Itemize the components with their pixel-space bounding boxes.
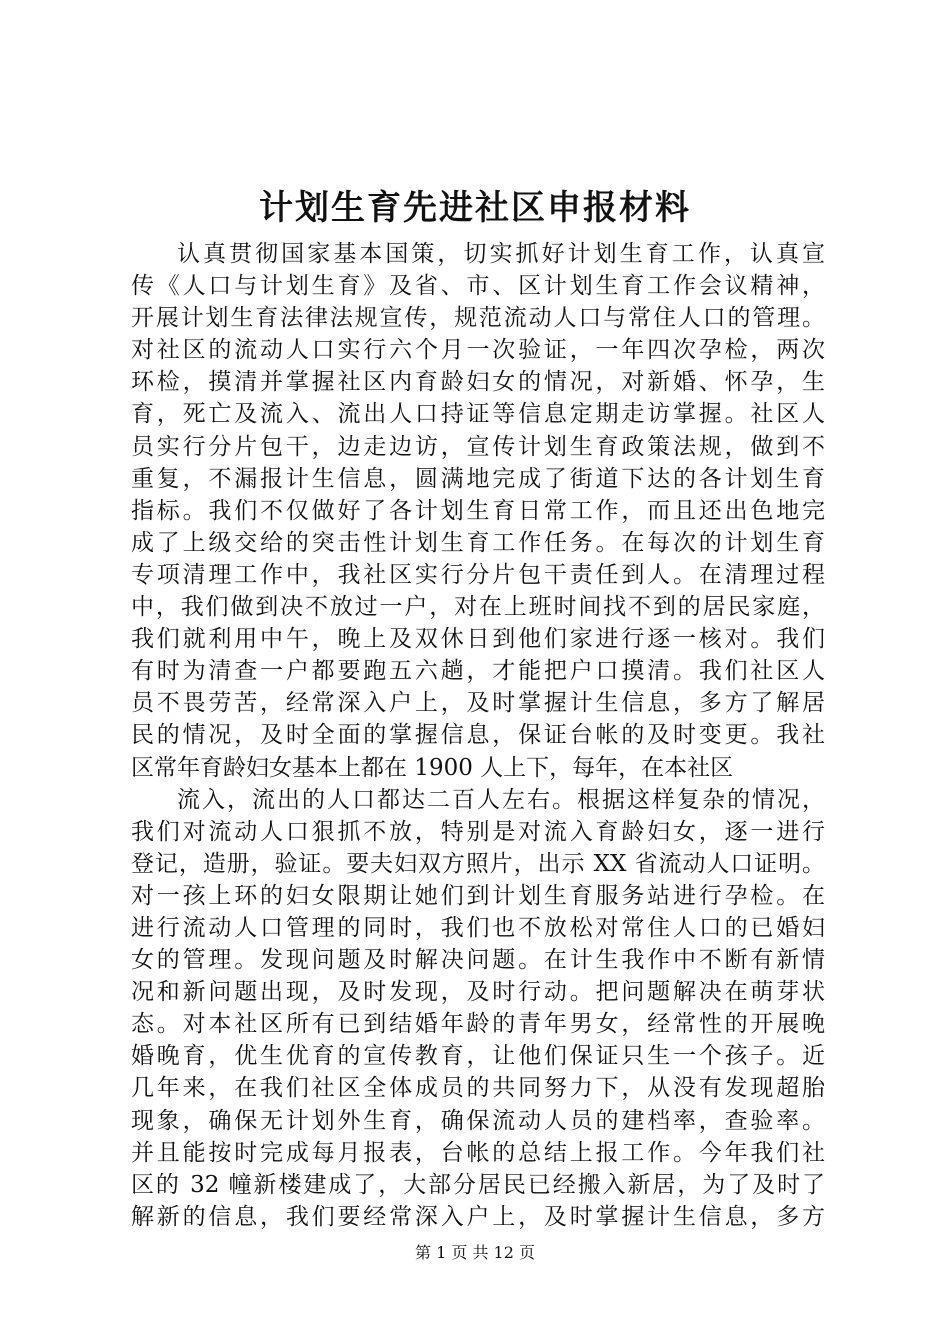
paragraph-1 [131,238,825,784]
paragraph-2-line: 并且能按时完成每月报表，台帐的总结上报工作。今年我们社 [131,1139,825,1166]
paragraph-1-line: 员实行分片包干，边走边访，宣传计划生育政策法规，做到不 [131,433,825,460]
paragraph-1-line: 认真贯彻国家基本国策，切实抓好计划生育工作，认真宣 [177,241,825,267]
paragraph-2-line: 况和新问题出现，及时发现，及时行动。把问题解决在萌芽状 [131,979,825,1006]
paragraph-2-line: 几年来，在我们社区全体成员的共同努力下，从没有发现超胎 [131,1075,825,1102]
paragraph-2-line: 现象，确保无计划外生育，确保流动人员的建档率，查验率。 [131,1107,825,1134]
paragraph-1-line: 有时为清查一户都要跑五六趟，才能把户口摸清。我们社区人 [131,658,825,685]
paragraph-2-line: 解新的信息，我们要经常深入户上，及时掌握计生信息，多方 [131,1203,825,1230]
document-body [131,238,825,1233]
paragraph-1-line: 成了上级交给的突击性计划生育工作任务。在每次的计划生育 [131,529,825,556]
paragraph-1-line: 对社区的流动人口实行六个月一次验证，一年四次孕检，两次 [131,337,825,364]
paragraph-1-line: 区常年育龄妇女基本上都在 1900 人上下，每年，在本社区 [131,754,734,781]
paragraph-2-line: 对一孩上环的妇女限期让她们到计划生育服务站进行孕检。在 [131,882,825,909]
paragraph-1-line: 指标。我们不仅做好了各计划生育日常工作，而且还出色地完 [131,497,825,524]
paragraph-1-line: 我们就利用中午，晚上及双休日到他们家进行逐一核对。我们 [131,626,825,653]
paragraph-1-line: 环检，摸清并掌握社区内育龄妇女的情况，对新婚、怀孕，生 [131,369,825,396]
paragraph-2-line: 流入，流出的人口都达二百人左右。根据这样复杂的情况， [177,786,825,813]
paragraph-2-line: 女的管理。发现问题及时解决问题。在计生我作中不断有新情 [131,947,825,974]
paragraph-2-line: 婚晚育，优生优育的宣传教育，让他们保证只生一个孩子。近 [131,1043,825,1070]
paragraph-1-line: 员不畏劳苦，经常深入户上，及时掌握计生信息，多方了解居 [131,690,825,717]
page-number-footer: 第 1 页 共 12 页 [415,1243,535,1262]
paragraph-2-line: 区的 32 幢新楼建成了，大部分居民已经搬入新居，为了及时了 [131,1171,825,1198]
paragraph-1-line: 民的情况，及时全面的掌握信息，保证台帐的及时变更。我社 [131,722,825,749]
paragraph-2 [131,784,825,1233]
paragraph-2-line: 态。对本社区所有已到结婚年龄的青年男女，经常性的开展晚 [131,1011,825,1038]
paragraph-1-line: 传《人口与计划生育》及省、市、区计划生育工作会议精神， [131,273,825,300]
paragraph-2-line: 我们对流动人口狠抓不放，特别是对流入育龄妇女，逐一进行 [131,818,825,845]
paragraph-2-line: 登记，造册，验证。要夫妇双方照片，出示 XX 省流动人口证明。 [131,850,825,877]
paragraph-1-line: 重复，不漏报计生信息，圆满地完成了街道下达的各计划生育 [131,465,825,492]
paragraph-1-line: 育，死亡及流入、流出人口持证等信息定期走访掌握。社区人 [131,401,825,428]
paragraph-1-line: 中，我们做到决不放过一户，对在上班时间找不到的居民家庭， [131,594,825,621]
paragraph-2-line: 进行流动人口管理的同时，我们也不放松对常住人口的已婚妇 [131,914,825,941]
paragraph-1-line: 专项清理工作中，我社区实行分片包干责任到人。在清理过程 [131,561,825,588]
paragraph-1-line: 开展计划生育法律法规宣传，规范流动人口与常住人口的管理。 [131,305,825,332]
document-title: 计划生育先进社区申报材料 [259,188,691,228]
